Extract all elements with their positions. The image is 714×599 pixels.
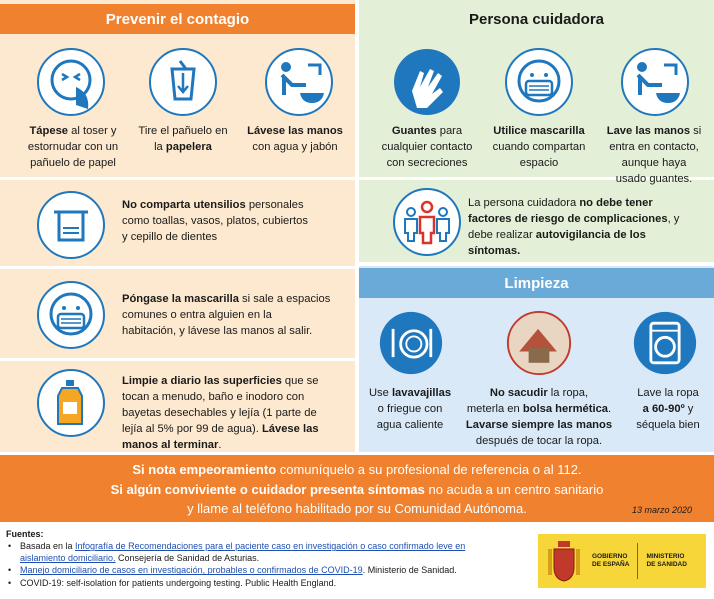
source-link-asturias[interactable]: Infografía de Recomendaciones para el paciente caso en investigación o caso confirmado leve en bbox=[75, 541, 466, 552]
cough-sneeze-icon bbox=[36, 47, 106, 117]
wear-mask-text: Póngase la mascarilla si sale a espacios comunes o entra alguien en la habitación, y lávese las manos al salir. bbox=[122, 293, 331, 337]
date-label: 13 marzo 2020 bbox=[632, 505, 693, 515]
cleaning-header bbox=[359, 268, 714, 298]
hand-washing-icon bbox=[264, 47, 334, 117]
no-share-utensils-text: No comparta utensilios personales como toallas, vasos, platos, cubiertos y cepillo de dientes bbox=[122, 199, 308, 243]
carer-risk-text: La persona cuidadora no debe tener factores de riesgo de complicaciones, y debe realizar autovigilancia de los síntomas. bbox=[468, 197, 680, 257]
cover-cough-text: Tápese al toser y estornudar con un pañuelo de papel bbox=[27, 125, 119, 169]
sources: Fuentes: • Basada en la Infografía de Recomendaciones para el paciente caso en investigación o caso confirmado leve en aislamiento domiciliario. Consejería de Sanidad de Asturias. • Manejo domiciliario de casos en investigación, probables o confirmados de COVID-19. Ministerio de Sanidad. • COVID-19: self-isolation for patients undergoing testing. Public Health England. bbox=[6, 529, 466, 588]
gloves-icon bbox=[392, 47, 462, 117]
trash-bin-icon bbox=[148, 47, 218, 117]
min-line-1: MINISTERIO bbox=[646, 552, 685, 560]
clothes-icon bbox=[506, 310, 572, 376]
no-shake-clothes-text: No sacudir la ropa, meterla en bolsa hermética. Lavarse siempre las manos después de tocar la ropa. bbox=[465, 387, 613, 447]
carer-header bbox=[359, 4, 714, 34]
plate-cutlery-icon bbox=[378, 310, 444, 376]
hand-washing-icon bbox=[620, 47, 690, 117]
laundry-text: Lave la ropa a 60-90º y séquela bien bbox=[636, 387, 700, 431]
carer-wash-text: Lave las manos si entra en contacto, aunque haya usado guantes. bbox=[606, 125, 702, 185]
face-mask-icon bbox=[504, 47, 574, 117]
prevent-header bbox=[0, 4, 355, 34]
source-link-asturias-2[interactable]: aislamiento domiciliario. bbox=[20, 553, 116, 564]
gloves-text: Guantes para cualquier contacto con secreciones bbox=[381, 125, 473, 169]
people-group-icon bbox=[392, 187, 462, 257]
divider bbox=[0, 358, 355, 361]
bleach-bottle-icon bbox=[36, 368, 106, 438]
face-mask-icon bbox=[36, 280, 106, 350]
washing-machine-icon bbox=[632, 310, 698, 376]
coat-of-arms-icon bbox=[544, 537, 584, 585]
carer-mask-text: Utilice mascarilla cuando compartan espacio bbox=[492, 125, 586, 169]
prevent-title: Prevenir el contagio bbox=[105, 10, 250, 28]
clean-surfaces-text: Limpie a diario las superficies que se tocan a menudo, baño e inodoro con bayetas desechables y lejía (1 parte de lejía al 5% por 99 de agua). Lávese las manos al terminar. bbox=[122, 375, 319, 451]
government-logo bbox=[538, 534, 706, 588]
source-link-ministerio[interactable]: Manejo domiciliario de casos en investigación, probables o confirmados de COVID-19 bbox=[20, 565, 363, 576]
sources-title: Fuentes: bbox=[6, 529, 44, 539]
divider bbox=[0, 177, 355, 180]
wash-hands-text: Lávese las manos con agua y jabón bbox=[247, 125, 343, 153]
divider bbox=[0, 266, 355, 269]
towel-icon bbox=[36, 190, 106, 260]
gov-line-1: GOBIERNO bbox=[592, 552, 628, 560]
tissue-bin-text: Tire el pañuelo en la papelera bbox=[138, 125, 228, 153]
min-line-2: DE SANIDAD bbox=[646, 561, 687, 568]
warning-banner-text: Si nota empeoramiento comuníquelo a su profesional de referencia o al 112. Si algún conviviente o cuidador presenta síntomas no acuda a un centro sanitario y llame al teléfono habilitado por su Comunidad Autónoma. bbox=[110, 462, 604, 516]
cleaning-title: Limpieza bbox=[504, 274, 569, 292]
dishwasher-text: Use lavavajillas o friegue con agua caliente bbox=[368, 387, 452, 431]
carer-title: Persona cuidadora bbox=[468, 10, 605, 28]
gov-line-2: DE ESPAÑA bbox=[592, 561, 630, 568]
